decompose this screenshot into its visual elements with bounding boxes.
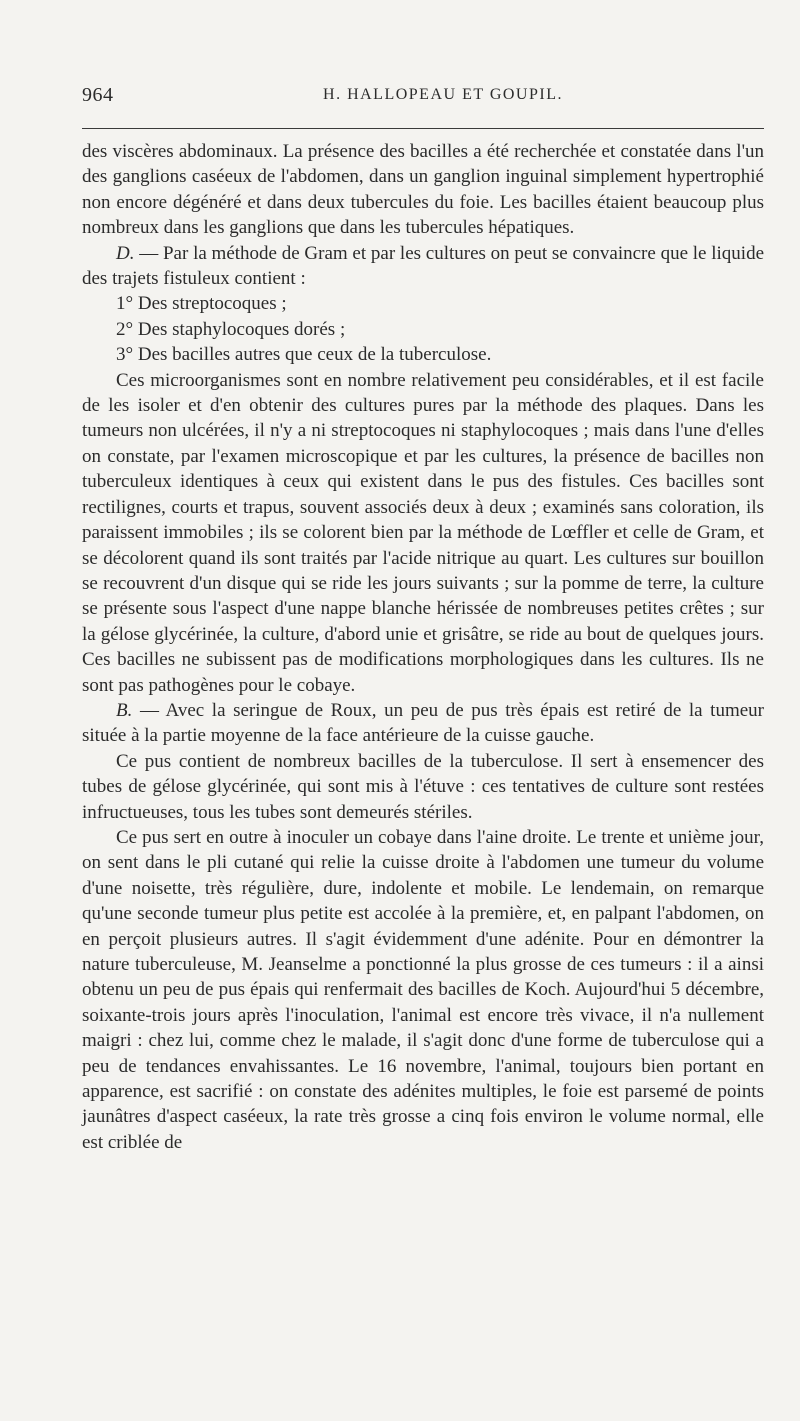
list-item: 2° Des staphylocoques dorés ;: [116, 318, 346, 340]
page-number: 964: [82, 84, 114, 106]
document-page: [82, 84, 764, 1155]
running-title: H. HALLOPEAU ET GOUPIL.: [323, 86, 563, 103]
section-letter: D.: [116, 242, 135, 264]
section-letter: B.: [116, 699, 133, 721]
paragraph: Ce pus sert en outre à inoculer un cobaye dans l'aine droite. Le trente et unième jour, on sent dans le pli cutané qui relie la cuisse droite à l'abdomen une tumeur du volume d'une noisette, très régulière, dure, indolente et mobile. Le lendemain, on remarque qu'une seconde tumeur plus petite est accolée à la première, et, en palpant l'abdomen, on en perçoit plusieurs autres. Il s'agit évidemment d'une adénite. Pour en démontrer la nature tuberculeuse, M. Jeanselme a ponctionné la plus grosse de ces tumeurs : il a ainsi obtenu un peu de pus épais qui renfermait des bacilles de Koch. Aujourd'hui 5 décembre, soixante-trois jours après l'inoculation, l'animal est encore très vivace, il n'a nullement maigri : chez lui, comme chez le malade, il s'agit donc d'une forme de tuberculose qui a peu de tendances envahissantes. Le 16 novembre, l'animal, toujours bien portant en apparence, est sacrifié : on constate des adénites multiples, le foie est parsemé de points jaunâtres d'aspect caséeux, la rate très grosse a cinq fois environ le volume normal, elle est criblée de: [82, 826, 764, 1153]
header-rule: [82, 128, 764, 129]
paragraph: D. — Par la méthode de Gram et par les cultures on peut se convaincre que le liquide des trajets fistuleux contient :: [82, 242, 764, 290]
paragraph: Ce pus contient de nombreux bacilles de la tuberculose. Il sert à ensemencer des tubes de gélose glycérinée, qui sont mis à l'étuve : ces tentatives de culture sont restées infructueuses, tous les tubes sont demeurés stériles.: [82, 750, 764, 823]
page-header: [82, 84, 764, 112]
list-item: 3° Des bacilles autres que ceux de la tuberculose.: [116, 344, 492, 366]
paragraph: Ces microorganismes sont en nombre relativement peu considérables, et il est facile de les isoler et d'en obtenir des cultures pures par la méthode des plaques. Dans les tumeurs non ulcérées, il n'y a ni streptocoques ni staphylocoques ; mais dans l'une d'elles on constate, par l'examen microscopique et par les cultures, la présence de bacilles non tuberculeux identiques à ceux qui existent dans le pus des fistules. Ces bacilles sont rectilignes, courts et trapus, souvent associés deux à deux ; examinés sans coloration, ils paraissent immobiles ; ils se colorent bien par la méthode de Lœffler et celle de Gram, et se décolorent quand ils sont traités par l'acide nitrique au quart. Les cultures sur bouillon se recouvrent d'un disque qui se ride les jours suivants ; sur la pomme de terre, la culture se présente sous l'aspect d'une nappe blanche hérissée de nombreuses petites crêtes ; sur la gélose glycérinée, la culture, d'abord unie et grisâtre, se ride au bout de quelques jours. Ces bacilles ne subissent pas de modifications morphologiques dans les cultures. Ils ne sont pas pathogènes pour le cobaye.: [82, 369, 764, 696]
body-text: [82, 139, 764, 1155]
paragraph: des viscères abdominaux. La présence des bacilles a été recherchée et constatée dans l'un des ganglions caséeux de l'abdomen, dans un ganglion inguinal simplement hypertrophié non encore dégénéré et dans deux tubercules du foie. Les bacilles étaient beaucoup plus nombreux dans les ganglions que dans les tubercules hépatiques.: [82, 141, 764, 239]
paragraph: B. — Avec la seringue de Roux, un peu de pus très épais est retiré de la tumeur située à la partie moyenne de la face antérieure de la cuisse gauche.: [82, 699, 764, 747]
list-item: 1° Des streptocoques ;: [116, 293, 287, 315]
